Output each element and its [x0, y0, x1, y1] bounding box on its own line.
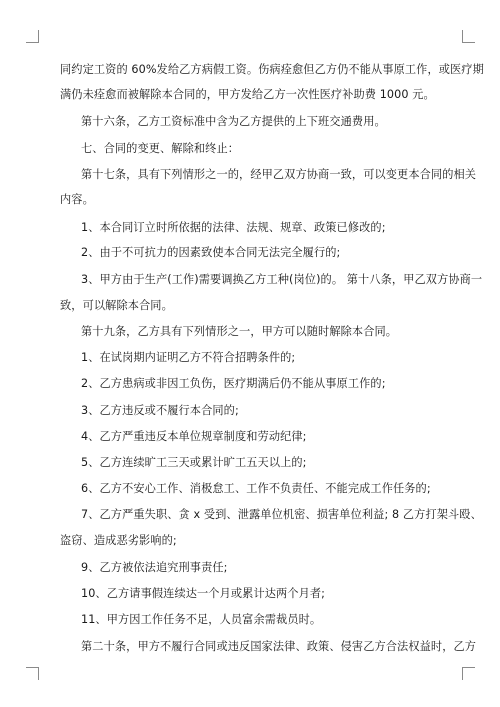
crop-mark-top-left [26, 30, 39, 43]
list-item: 1、在试岗期内证明乙方不符合招聘条件的; [81, 351, 296, 364]
text-line: 第二十条，甲方不履行合同或违反国家法律、政策、侵害乙方合法权益时，乙方 [81, 640, 477, 653]
text-line: 满仍未痊愈而被解除本合同的，甲方发给乙方一次性医疗补助费 1000 元。 [60, 88, 435, 101]
list-item: 4、乙方严重违反本单位规章制度和劳动纪律; [81, 430, 307, 443]
crop-mark-top-right [462, 30, 475, 43]
text-line: 第十六条，乙方工资标准中含为乙方提供的上下班交通费用。 [81, 115, 386, 128]
list-item: 5、乙方连续旷工三天或累计旷工五天以上的; [81, 456, 307, 469]
crop-mark-bottom-left [26, 667, 39, 680]
section-heading: 七、合同的变更、解除和终止： [81, 142, 240, 155]
list-item: 3、乙方违反或不履行本合同的; [81, 404, 239, 417]
list-item: 9、乙方被依法追究刑事责任; [81, 561, 228, 574]
text-line: 同约定工资的 60%发给乙方病假工资。伤病痊愈但乙方仍不能从事原工作，或医疗期 [60, 63, 484, 76]
list-item: 11、甲方因工作任务不足，人员富余需裁员时。 [81, 613, 322, 626]
list-item: 2、乙方患病或非因工负伤，医疗期满后仍不能从事原工作的; [81, 377, 386, 390]
text-line: 盗窃、造成恶劣影响的; [60, 534, 177, 547]
list-item: 1、本合同订立时所依据的法律、法规、规章、政策已修改的; [81, 221, 386, 234]
list-item: 3、甲方由于生产(工作)需要调换乙方工种(岗位)的。 第十八条，甲乙双方协商一 [81, 273, 483, 286]
list-item: 2、由于不可抗力的因素致使本合同无法完全履行的; [81, 246, 341, 259]
text-line: 第十七条，具有下列情形之一的，经甲乙双方协商一致，可以变更本合同的相关 [81, 168, 477, 181]
crop-mark-bottom-right [462, 667, 475, 680]
text-line: 致，可以解除本合同。 [60, 299, 173, 312]
list-item: 6、乙方不安心工作、消极怠工、工作不负责任、不能完成工作任务的; [81, 482, 431, 495]
list-item: 10、乙方请事假连续达一个月或累计达两个月者; [81, 587, 326, 600]
text-line: 第十九条，乙方具有下列情形之一，甲方可以随时解除本合同。 [81, 325, 398, 338]
list-item: 7、乙方严重失职、贪 x 受到、泄露单位机密、损害单位利益; 8 乙方打架斗殴、 [81, 508, 482, 521]
text-line: 内容。 [60, 193, 94, 206]
